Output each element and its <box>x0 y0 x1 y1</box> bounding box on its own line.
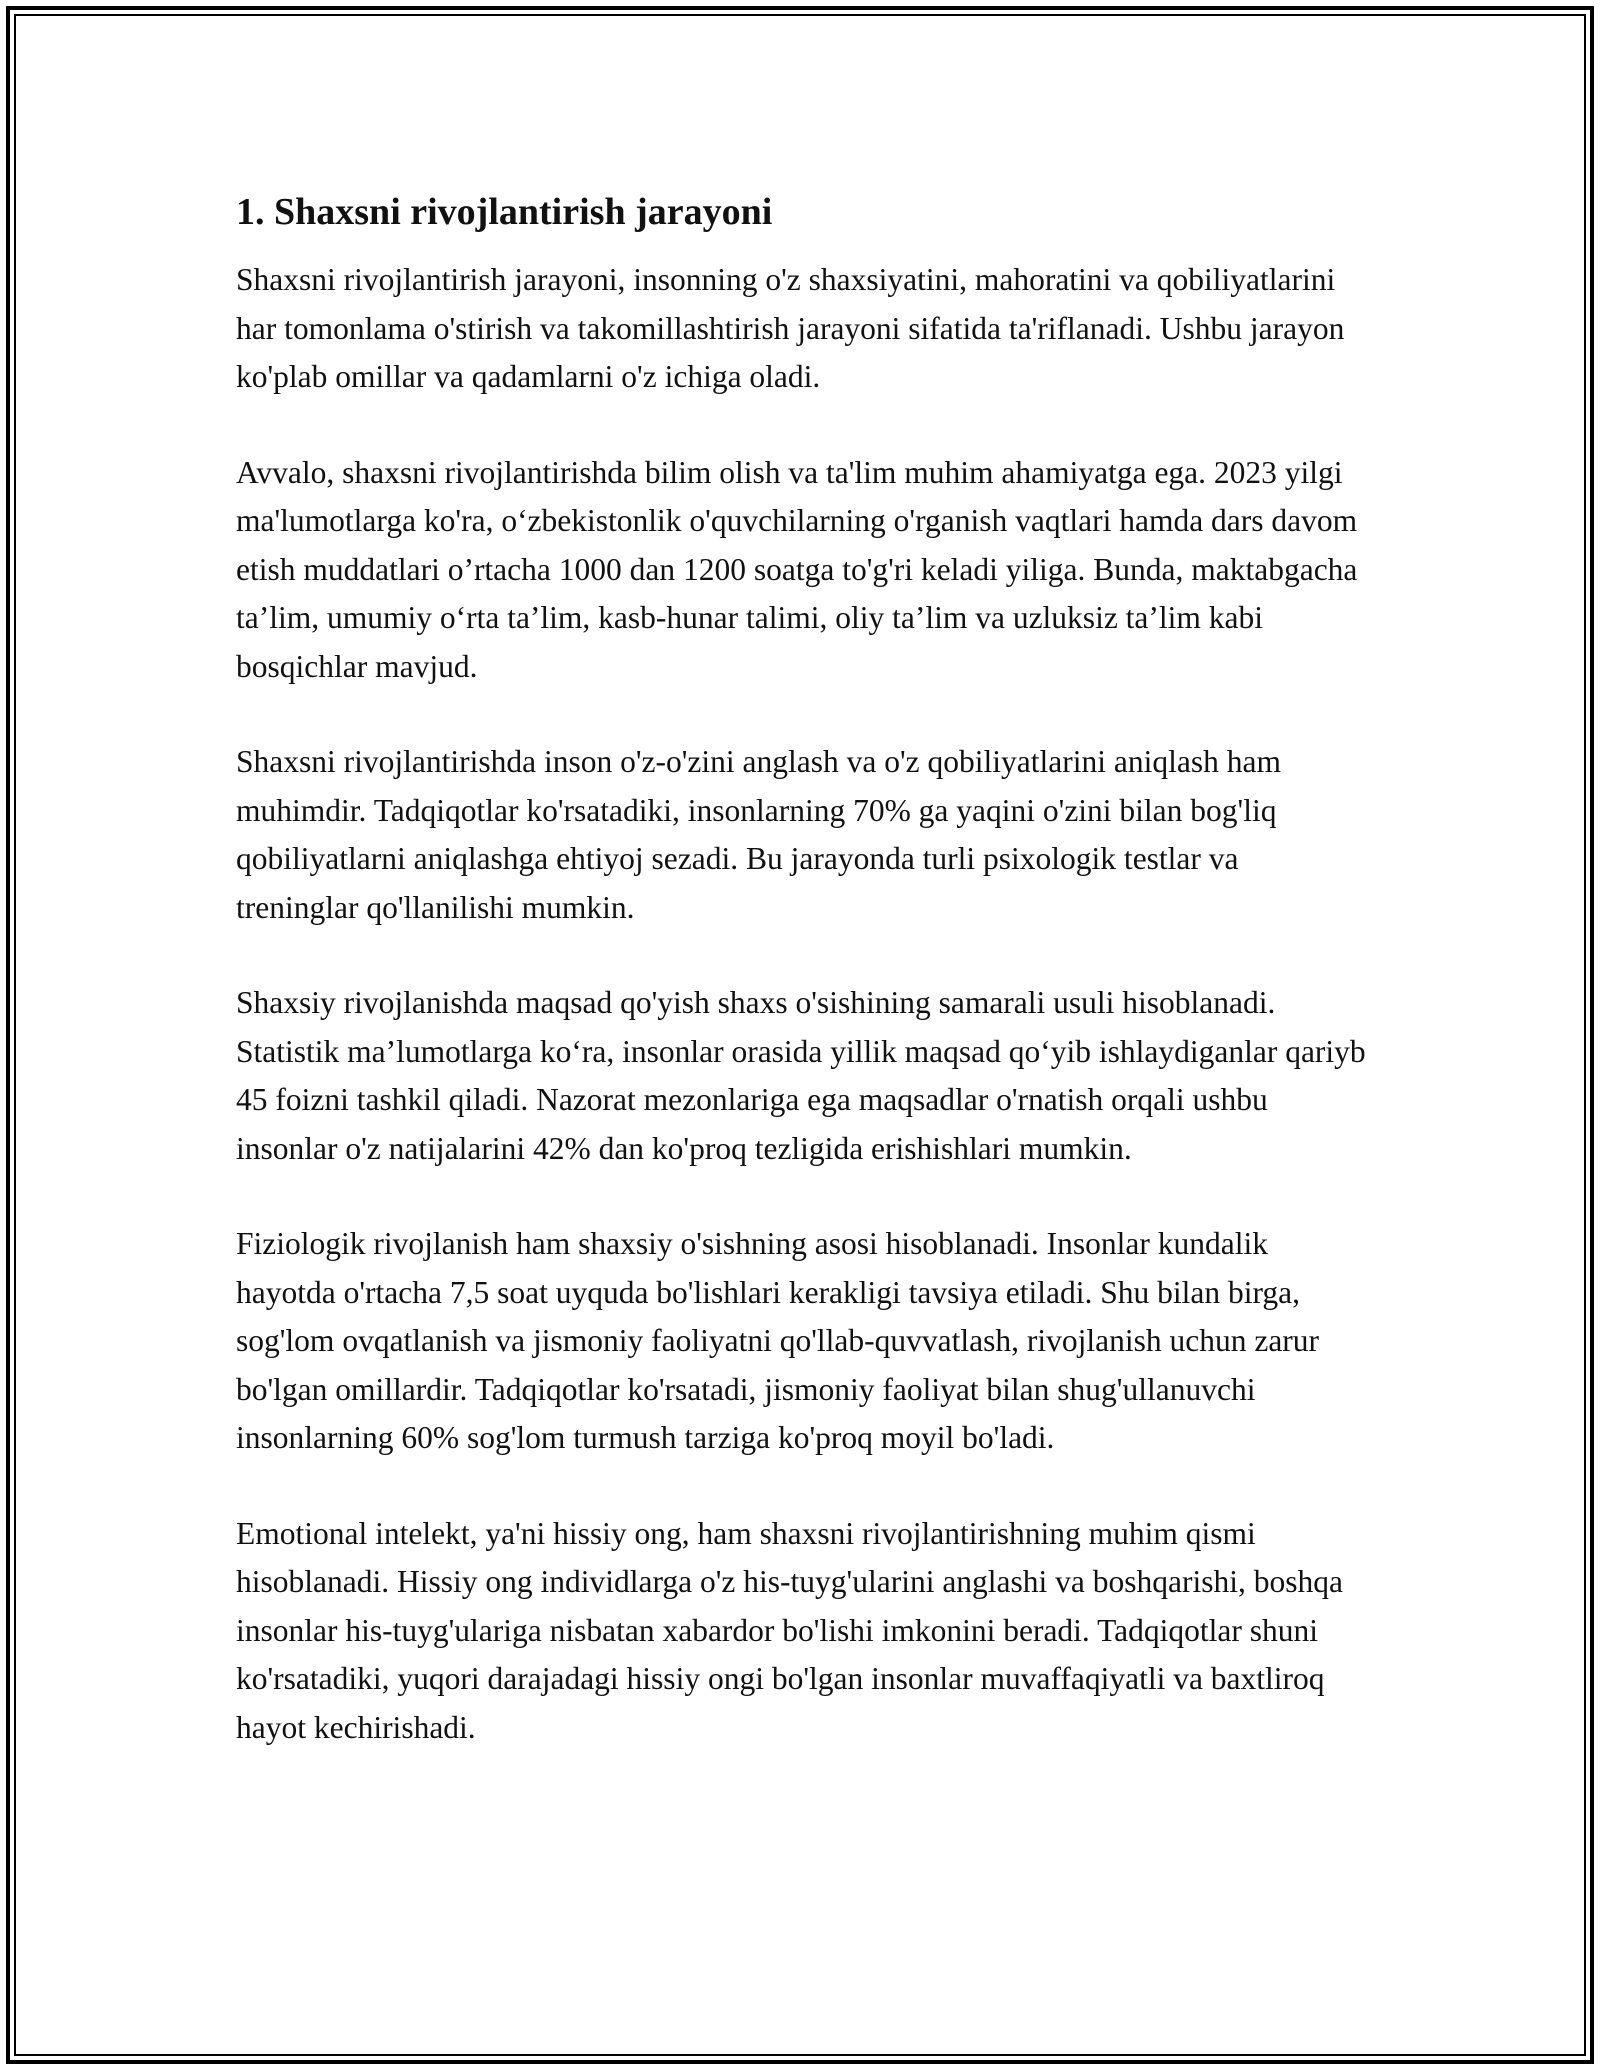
paragraph-self-awareness: Shaxsni rivojlantirishda inson o'z-o'zini anglash va o'z qobiliyatlarini aniqlash ham muhimdir. Tadqiqotlar ko'rsatadiki, insonlarning 70% ga yaqini o'zini bilan bog'liq qobiliyatlarni aniqlashga ehtiyoj sezadi. Bu jarayonda turli psixologik testlar va treninglar qo'llanilishi mumkin. <box>236 744 1281 925</box>
document-body <box>236 186 1366 1799</box>
paragraph-goal-setting: Shaxsiy rivojlanishda maqsad qo'yish shaxs o'sishining samarali usuli hisoblanadi. Statistik ma’lumotlarga ko‘ra, insonlar orasida yillik maqsad qo‘yib ishlaydiganlar qariyb 45 foizni tashkil qiladi. Nazorat mezonlariga ega maqsadlar o'rnatish orqali ushbu insonlar o'z natijalarini 42% dan ko'proq tezligida erishishlari mumkin. <box>236 985 1366 1166</box>
paragraph-physiological: Fiziologik rivojlanish ham shaxsiy o'sishning asosi hisoblanadi. Insonlar kundalik hayotda o'rtacha 7,5 soat uyquda bo'lishlari kerakligi tavsiya etiladi. Shu bilan birga, sog'lom ovqatlanish va jismoniy faoliyatni qo'llab-quvvatlash, rivojlanish uchun zarur bo'lgan omillardir. Tadqiqotlar ko'rsatadi, jismoniy faoliyat bilan shug'ullanuvchi insonlarning 60% sog'lom turmush tarziga ko'proq moyil bo'ladi. <box>236 1226 1320 1455</box>
section-title: 1. Shaxsni rivojlantirish jarayoni <box>236 191 773 233</box>
paragraph-education: Avvalo, shaxsni rivojlantirishda bilim olish va ta'lim muhim ahamiyatga ega. 2023 yilgi ma'lumotlarga ko'ra, o‘zbekistonlik o'quvchilarning o'rganish vaqtlari hamda dars davom etish muddatlari o’rtacha 1000 dan 1200 soatga to'g'ri keladi yiliga. Bunda, maktabgacha ta’lim, umumiy o‘rta ta’lim, kasb-hunar talimi, oliy ta’lim va uzluksiz ta’lim kabi bosqichlar mavjud. <box>236 454 1358 684</box>
paragraph-intro: Shaxsni rivojlantirish jarayoni, insonning o'z shaxsiyatini, mahoratini va qobiliyatlarini har tomonlama o'stirish va takomillashtirish jarayoni sifatida ta'riflanadi. Ushbu jarayon ko'plab omillar va qadamlarni o'z ichiga oladi. <box>236 262 1345 394</box>
paragraph-emotional-intelligence: Emotional intelekt, ya'ni hissiy ong, ham shaxsni rivojlantirishning muhim qismi hisoblanadi. Hissiy ong individlarga o'z his-tuyg'ularini anglashi va boshqarishi, boshqa insonlar his-tuyg'ulariga nisbatan xabardor bo'lishi imkonini beradi. Tadqiqotlar shuni ko'rsatadiki, yuqori darajadagi hissiy ongi bo'lgan insonlar muvaffaqiyatli va baxtliroq hayot kechirishadi. <box>236 1515 1344 1745</box>
